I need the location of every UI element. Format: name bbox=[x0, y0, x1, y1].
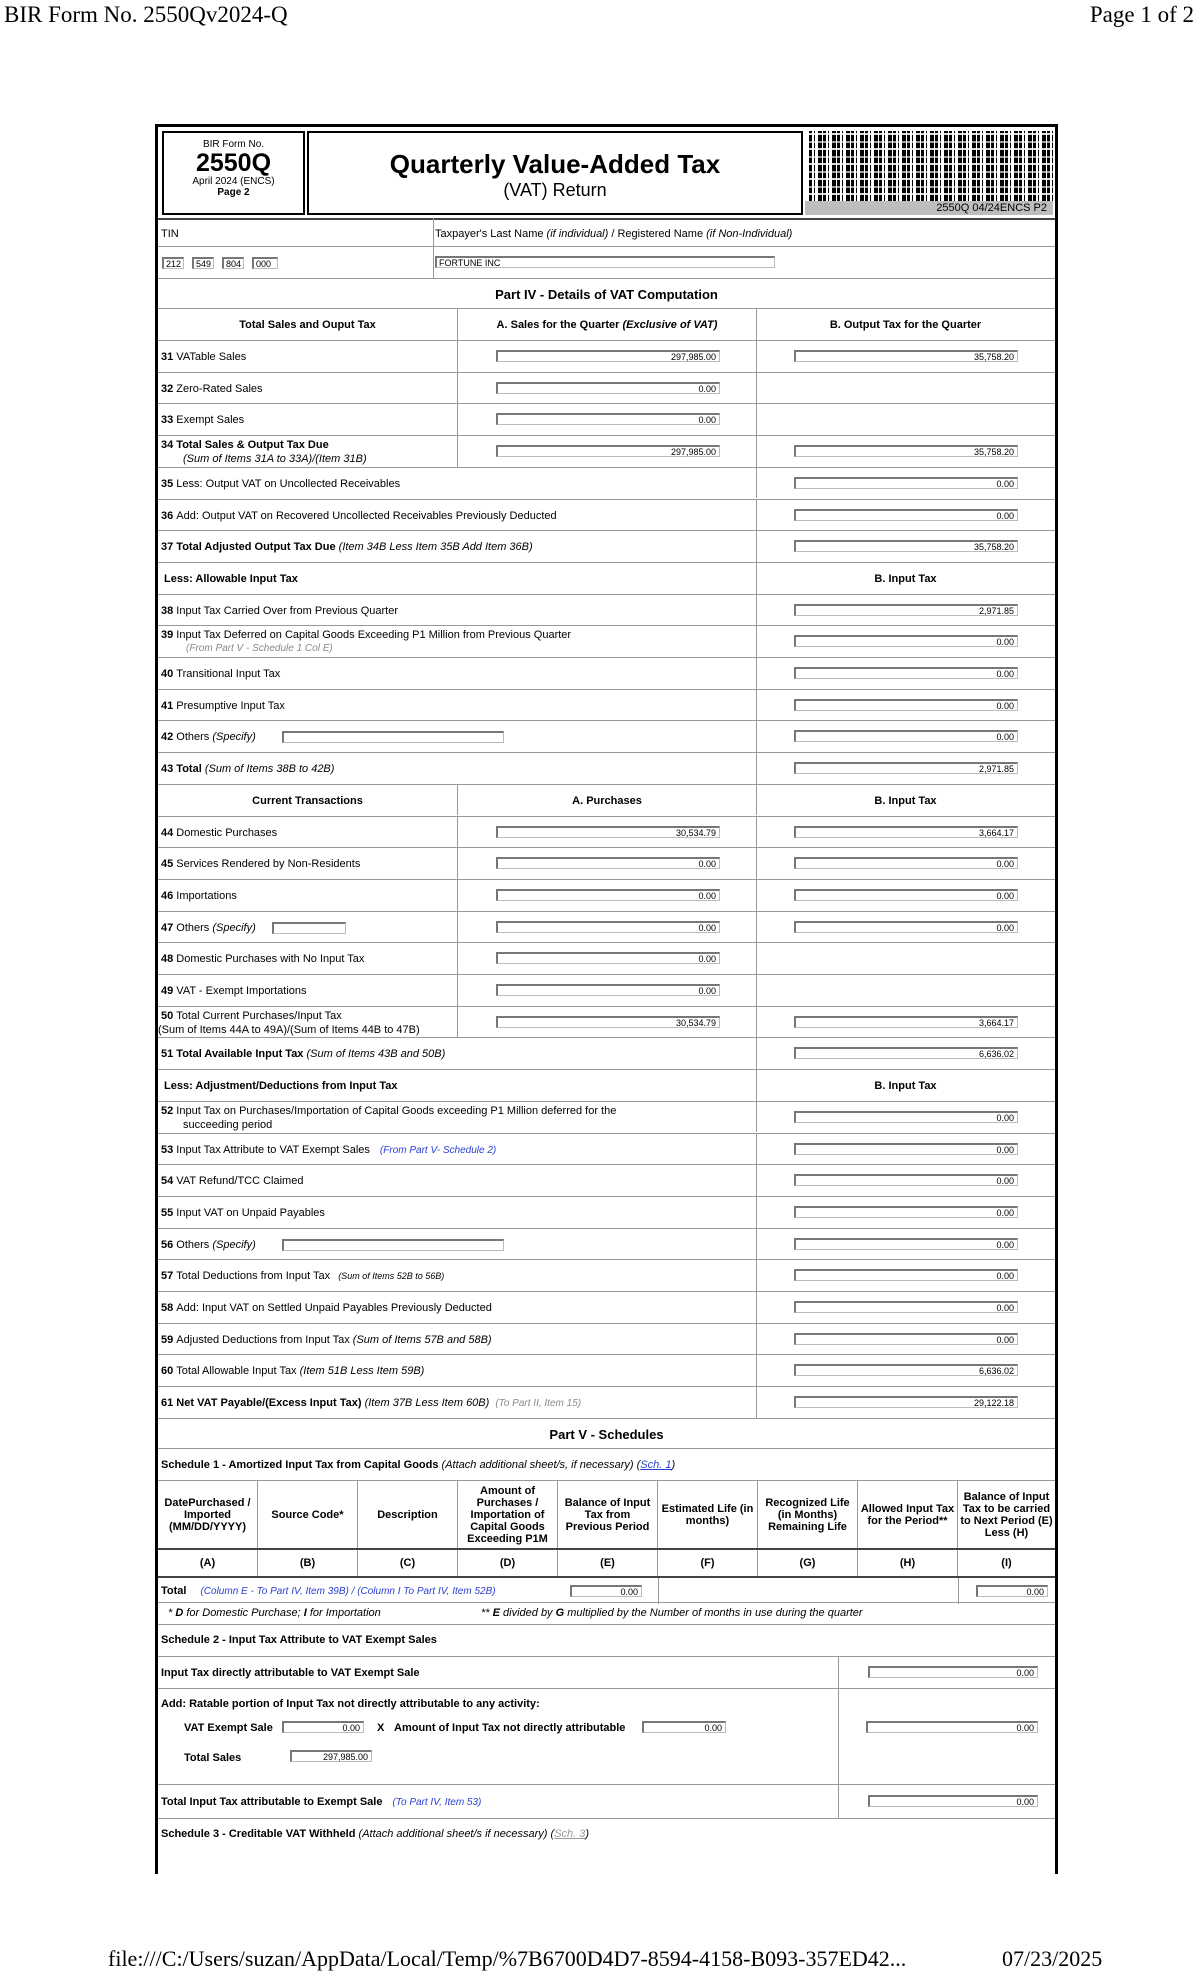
form-number-box bbox=[162, 131, 305, 215]
barcode bbox=[805, 129, 1067, 215]
schedule1-title-row bbox=[158, 1448, 1055, 1480]
item-35-label: 35 Less: Output VAT on Uncollected Receivables bbox=[161, 477, 401, 490]
item-34-label: 34 Total Sales & Output Tax Due bbox=[161, 439, 329, 452]
schedule1-col-h: Allowed Input Tax for the Period** bbox=[858, 1481, 958, 1549]
item-53-label: 53 Input Tax Attribute to VAT Exempt Sales (From Part V- Schedule 2) bbox=[161, 1143, 497, 1156]
print-footer-date: 07/23/2025 bbox=[1002, 1946, 1103, 1971]
schedule2-title-row bbox=[158, 1624, 1055, 1656]
item-55-label: 55 Input VAT on Unpaid Payables bbox=[161, 1206, 325, 1219]
schedule1-key-e: (E) bbox=[558, 1550, 658, 1578]
schedule1-total-row bbox=[158, 1576, 1055, 1602]
schedule1-title: Schedule 1 - Amortized Input Tax from Capital Goods (Attach additional sheet/s, if necessary) (Sch. 1) bbox=[161, 1458, 676, 1471]
item-31-row bbox=[158, 340, 1055, 372]
b-input-tax-header-2: B. Input Tax bbox=[874, 794, 937, 807]
form-subtitle: (VAT) Return bbox=[503, 180, 607, 200]
item-59b-field[interactable]: 0.00 bbox=[794, 1333, 1018, 1345]
item-45b-field[interactable]: 0.00 bbox=[794, 857, 1018, 869]
item-47-label: 47 Others (Specify) bbox=[161, 921, 256, 934]
item-43b-field[interactable]: 2,971.85 bbox=[794, 762, 1018, 774]
item-45-row bbox=[158, 847, 1055, 879]
item-33a-field[interactable]: 0.00 bbox=[496, 413, 720, 425]
item-50-row: 50 Total Current Purchases/Input Tax (Sum of Items 44A to 49A)/(Sum of Items 44B to 47B) 30,534.79 3,664.17 bbox=[158, 1006, 1055, 1038]
schedule2-computation bbox=[158, 1720, 1055, 1784]
item-52-label: 52 Input Tax on Purchases/Importation of Capital Goods exceeding P1 Million deferred for the bbox=[161, 1104, 617, 1117]
item-44a-field[interactable]: 30,534.79 bbox=[496, 826, 720, 838]
item-56-label: 56 Others (Specify) bbox=[161, 1238, 256, 1251]
vat-exempt-sale-field[interactable]: 0.00 bbox=[282, 1721, 364, 1733]
item-57-row bbox=[158, 1259, 1055, 1291]
less-adjustment-header: Less: Adjustment/Deductions from Input Tax bbox=[164, 1080, 398, 1093]
item-39b-field[interactable]: 0.00 bbox=[794, 635, 1018, 647]
multiply-sign: X bbox=[377, 1721, 385, 1734]
item-47-row bbox=[158, 911, 1055, 943]
item-33-label: 33 Exempt Sales bbox=[161, 414, 245, 427]
item-44-label: 44 Domestic Purchases bbox=[161, 826, 278, 839]
b-input-tax-header-3: B. Input Tax bbox=[874, 1080, 937, 1093]
footnote-allowed-input-tax: ** E divided by G multiplied by the Number of months in use during the quarter bbox=[481, 1606, 863, 1619]
schedule1-key-d: (D) bbox=[458, 1550, 558, 1578]
item-47b-field[interactable]: 0.00 bbox=[794, 921, 1018, 933]
item-42-specify-field[interactable] bbox=[282, 731, 504, 743]
schedule1-col-g: Recognized Life (in Months) Remaining Life bbox=[758, 1481, 858, 1549]
item-46a-field[interactable]: 0.00 bbox=[496, 889, 720, 901]
item-61b-field[interactable]: 29,122.18 bbox=[794, 1396, 1018, 1408]
item-33-row bbox=[158, 403, 1055, 435]
item-52-row: 52 Input Tax on Purchases/Importation of Capital Goods exceeding P1 Million deferred for the succeeding period 0.00 bbox=[158, 1101, 1055, 1133]
item-36-label: 36 Add: Output VAT on Recovered Uncollected Receivables Previously Deducted bbox=[161, 509, 557, 522]
form-title-box bbox=[307, 131, 803, 215]
item-58b-field[interactable]: 0.00 bbox=[794, 1301, 1018, 1313]
item-47-specify-field[interactable] bbox=[272, 922, 346, 934]
schedule1-total-i-field[interactable]: 0.00 bbox=[976, 1585, 1048, 1597]
footnote-source-code: * D for Domestic Purchase; I for Importation bbox=[168, 1606, 381, 1619]
schedule1-col-d: Amount of Purchases / Importation of Capital Goods Exceeding P1M bbox=[458, 1481, 558, 1549]
item-45-label: 45 Services Rendered by Non-Residents bbox=[161, 858, 361, 871]
item-61-row bbox=[158, 1386, 1055, 1418]
item-40-label: 40 Transitional Input Tax bbox=[161, 668, 281, 680]
vat-exempt-sale-label: VAT Exempt Sale bbox=[184, 1721, 273, 1734]
item-47a-field[interactable]: 0.00 bbox=[496, 921, 720, 933]
schedule1-key-g: (G) bbox=[758, 1550, 858, 1578]
item-38-label: 38 Input Tax Carried Over from Previous Quarter bbox=[161, 604, 399, 617]
total-sales-field[interactable]: 297,985.00 bbox=[290, 1750, 372, 1762]
taxpayer-name-label: Taxpayer's Last Name (if individual) / Registered Name (if Non-Individual) bbox=[435, 228, 793, 240]
part4-title: Part IV - Details of VAT Computation bbox=[495, 287, 718, 302]
schedule1-total-e-field[interactable]: 0.00 bbox=[570, 1585, 642, 1597]
item-32-label: 32 Zero-Rated Sales bbox=[161, 382, 263, 395]
part4-column-header-row bbox=[158, 308, 1055, 340]
item-51-row bbox=[158, 1037, 1055, 1069]
item-58-label: 58 Add: Input VAT on Settled Unpaid Payables Previously Deducted bbox=[161, 1302, 492, 1314]
item-41-label: 41 Presumptive Input Tax bbox=[161, 699, 285, 712]
item-59-label: 59 Adjusted Deductions from Input Tax (Sum of Items 57B and 58B) bbox=[161, 1333, 492, 1346]
tin-part-3[interactable]: 804 bbox=[222, 257, 244, 269]
schedule1-col-i: Balance of Input Tax to be carried to Next Period (E) Less (H) bbox=[960, 1490, 1053, 1539]
item-31a-field[interactable]: 297,985.00 bbox=[496, 350, 720, 362]
form-label: BIR Form No. bbox=[202, 139, 265, 150]
item-59-row bbox=[158, 1323, 1055, 1355]
print-footer-path: file:///C:/Users/suzan/AppData/Local/Temp/%7B6700D4D7-8594-4158-B093-357ED42... bbox=[108, 1946, 907, 1971]
item-52b-field[interactable]: 0.00 bbox=[794, 1111, 1018, 1123]
col-b-output-tax: B. Output Tax for the Quarter bbox=[829, 319, 982, 331]
item-55b-field[interactable]: 0.00 bbox=[794, 1206, 1018, 1218]
item-49-row bbox=[158, 974, 1055, 1006]
item-34b-field[interactable]: 35,758.20 bbox=[794, 445, 1018, 457]
barcode-text: 2550Q 04/24ENCS P2 bbox=[805, 201, 1053, 215]
tin-label: TIN bbox=[161, 228, 179, 240]
item-60b-field[interactable]: 6,636.02 bbox=[794, 1364, 1018, 1376]
item-61-label: 61 Net VAT Payable/(Excess Input Tax) (Item 37B Less Item 60B) (To Part II, Item 15) bbox=[161, 1397, 582, 1410]
item-49a-field[interactable]: 0.00 bbox=[496, 984, 720, 996]
schedule1-col-f: Estimated Life (in months) bbox=[658, 1481, 758, 1549]
schedule1-key-a: (A) bbox=[158, 1550, 258, 1578]
form-page: Page 2 bbox=[217, 187, 250, 198]
print-footer bbox=[0, 1946, 1200, 1976]
tin-part-4[interactable]: 000 bbox=[252, 257, 278, 269]
item-43-row bbox=[158, 752, 1055, 784]
form-number: 2550Q bbox=[195, 149, 272, 177]
schedule3-link[interactable]: Sch. 3 bbox=[554, 1827, 586, 1840]
current-transactions-header: Current Transactions bbox=[252, 794, 363, 807]
item-46b-field[interactable]: 0.00 bbox=[794, 889, 1018, 901]
schedule1-col-c: Description bbox=[358, 1481, 458, 1549]
item-31-label: 31 VATable Sales bbox=[161, 351, 247, 363]
tin-label-row bbox=[158, 218, 1055, 246]
item-37-label: 37 Total Adjusted Output Tax Due (Item 34B Less Item 35B Add Item 36B) bbox=[161, 541, 533, 554]
item-50b-field[interactable]: 3,664.17 bbox=[794, 1016, 1018, 1028]
item-42b-field[interactable]: 0.00 bbox=[794, 730, 1018, 742]
item-48-row bbox=[158, 942, 1055, 974]
item-57-label: 57 Total Deductions from Input Tax (Sum of Items 52B to 56B) bbox=[161, 1270, 445, 1283]
amount-not-direct-label: Amount of Input Tax not directly attributable bbox=[394, 1721, 626, 1734]
schedule3-title-row bbox=[158, 1818, 1055, 1850]
schedule1-link[interactable]: Sch. 1 bbox=[640, 1458, 672, 1471]
item-56b-field[interactable]: 0.00 bbox=[794, 1238, 1018, 1250]
schedule1-col-e: Balance of Input Tax from Previous Period bbox=[558, 1481, 658, 1549]
form-edition: April 2024 (ENCS) bbox=[192, 176, 275, 187]
item-36b-field[interactable]: 0.00 bbox=[794, 509, 1018, 521]
schedule3-title: Schedule 3 - Creditable VAT Withheld (Attach additional sheet/s if necessary) (Sch. 3) bbox=[161, 1827, 590, 1840]
item-50a-field[interactable]: 30,534.79 bbox=[496, 1016, 720, 1028]
schedule2-direct-row bbox=[158, 1656, 1055, 1688]
schedule2-ratable-label: Add: Ratable portion of Input Tax not directly attributable to any activity: bbox=[161, 1697, 540, 1710]
item-60-label: 60 Total Allowable Input Tax (Item 51B Less Item 59B) bbox=[161, 1365, 425, 1378]
item-51-label: 51 Total Available Input Tax (Sum of Items 43B and 50B) bbox=[161, 1048, 446, 1061]
item-56-row bbox=[158, 1228, 1055, 1260]
total-input-exempt-label: Total Input Tax attributable to Exempt Sale (To Part IV, Item 53) bbox=[161, 1795, 482, 1808]
col-a-sales: A. Sales for the Quarter (Exclusive of VAT) bbox=[496, 319, 718, 331]
item-55-row bbox=[158, 1196, 1055, 1228]
item-42-row bbox=[158, 720, 1055, 752]
part5-title-row bbox=[158, 1418, 1055, 1448]
item-41-row bbox=[158, 689, 1055, 721]
item-40-row bbox=[158, 657, 1055, 689]
item-41b-field[interactable]: 0.00 bbox=[794, 699, 1018, 711]
schedule2-direct-label: Input Tax directly attributable to VAT Exempt Sale bbox=[161, 1666, 420, 1679]
item-40b-field[interactable]: 0.00 bbox=[794, 667, 1018, 679]
amount-not-direct-field[interactable]: 0.00 bbox=[642, 1721, 726, 1733]
item-46-row bbox=[158, 879, 1055, 911]
tin-value-row bbox=[158, 246, 1055, 278]
b-input-tax-header: B. Input Tax bbox=[874, 572, 937, 585]
item-37-row bbox=[158, 530, 1055, 562]
form-header bbox=[158, 127, 1055, 217]
schedule1-column-keys bbox=[158, 1548, 1055, 1576]
item-38-row bbox=[158, 594, 1055, 626]
item-45a-field[interactable]: 0.00 bbox=[496, 857, 720, 869]
form-title: Quarterly Value-Added Tax bbox=[389, 149, 721, 179]
item-35-row bbox=[158, 467, 1055, 499]
item-58-row bbox=[158, 1291, 1055, 1323]
item-57b-field[interactable]: 0.00 bbox=[794, 1269, 1018, 1281]
total-input-exempt-field[interactable]: 0.00 bbox=[868, 1795, 1038, 1807]
schedule1-column-headers bbox=[158, 1480, 1055, 1548]
item-42-label: 42 Others (Specify) bbox=[161, 731, 256, 744]
schedule1-key-c: (C) bbox=[358, 1550, 458, 1578]
item-43-label: 43 Total (Sum of Items 38B to 42B) bbox=[161, 763, 335, 776]
item-32-row bbox=[158, 372, 1055, 404]
item-48-label: 48 Domestic Purchases with No Input Tax bbox=[161, 953, 365, 966]
item-32a-field[interactable]: 0.00 bbox=[496, 382, 720, 394]
tin-part-1[interactable]: 212 bbox=[162, 257, 184, 269]
item-39-row: 39 Input Tax Deferred on Capital Goods Exceeding P1 Million from Previous Quarter (From Part V - Schedule 1 Col E) 0.00 bbox=[158, 625, 1055, 657]
schedule2-title: Schedule 2 - Input Tax Attribute to VAT Exempt Sales bbox=[161, 1633, 437, 1646]
print-header bbox=[0, 0, 1200, 40]
schedule2-ratable-row bbox=[158, 1688, 1055, 1720]
item-53-row bbox=[158, 1133, 1055, 1165]
item-37b-field[interactable]: 35,758.20 bbox=[794, 540, 1018, 552]
item-48a-field[interactable]: 0.00 bbox=[496, 952, 720, 964]
a-purchases-header: A. Purchases bbox=[572, 794, 642, 807]
schedule2-total-row bbox=[158, 1784, 1055, 1818]
print-header-right: Page 1 of 2 bbox=[1089, 2, 1194, 27]
total-sales-label: Total Sales bbox=[184, 1751, 242, 1764]
item-49-label: 49 VAT - Exempt Importations bbox=[161, 985, 307, 997]
item-54b-field[interactable]: 0.00 bbox=[794, 1174, 1018, 1186]
item-46-label: 46 Importations bbox=[161, 889, 237, 902]
col-total-sales: Total Sales and Ouput Tax bbox=[239, 319, 376, 331]
less-allowable-input-tax: Less: Allowable Input Tax bbox=[164, 572, 298, 585]
ratable-portion-field[interactable]: 0.00 bbox=[866, 1721, 1038, 1733]
part5-title: Part V - Schedules bbox=[549, 1426, 664, 1442]
schedule1-key-h: (H) bbox=[858, 1550, 958, 1578]
schedule1-col-a: DatePurchased / Imported (MM/DD/YYYY) bbox=[158, 1481, 258, 1549]
schedule1-total-label: Total (Column E - To Part IV, Item 39B) / (Column I To Part IV, Item 52B) bbox=[161, 1584, 496, 1597]
print-header-left: BIR Form No. 2550Qv2024-Q bbox=[4, 2, 288, 27]
item-60-row bbox=[158, 1354, 1055, 1386]
item-56-specify-field[interactable] bbox=[282, 1239, 504, 1251]
schedule2-direct-field[interactable]: 0.00 bbox=[868, 1666, 1038, 1678]
item-35b-field[interactable]: 0.00 bbox=[794, 477, 1018, 489]
registered-name-field[interactable]: FORTUNE INC bbox=[435, 256, 775, 268]
item-50-label: 50 Total Current Purchases/Input Tax bbox=[161, 1009, 342, 1022]
item-34-row: 34 Total Sales & Output Tax Due (Sum of Items 31A to 33A)/(Item 31B) 297,985.00 35,758.20 bbox=[158, 435, 1055, 467]
item-44b-field[interactable]: 3,664.17 bbox=[794, 826, 1018, 838]
item-38b-field[interactable]: 2,971.85 bbox=[794, 604, 1018, 616]
item-36-row bbox=[158, 499, 1055, 531]
part4-title-row bbox=[158, 278, 1055, 308]
item-44-row bbox=[158, 816, 1055, 848]
tin-part-2[interactable]: 549 bbox=[192, 257, 214, 269]
item-54-row bbox=[158, 1164, 1055, 1196]
item-54-label: 54 VAT Refund/TCC Claimed bbox=[161, 1175, 304, 1188]
schedule1-key-b: (B) bbox=[258, 1550, 358, 1578]
bir-form bbox=[155, 124, 1058, 1874]
schedule1-footnotes bbox=[158, 1602, 1055, 1624]
schedule1-key-f: (F) bbox=[658, 1550, 758, 1578]
item-31b-field[interactable]: 35,758.20 bbox=[794, 350, 1018, 362]
schedule1-col-b: Source Code* bbox=[258, 1481, 358, 1549]
item-51b-field[interactable]: 6,636.02 bbox=[794, 1047, 1018, 1059]
item-39-label: 39 Input Tax Deferred on Capital Goods Exceeding P1 Million from Previous Quarter bbox=[161, 629, 572, 642]
schedule1-key-i: (I) bbox=[1001, 1556, 1012, 1569]
item-53b-field[interactable]: 0.00 bbox=[794, 1143, 1018, 1155]
item-34a-field[interactable]: 297,985.00 bbox=[496, 445, 720, 457]
